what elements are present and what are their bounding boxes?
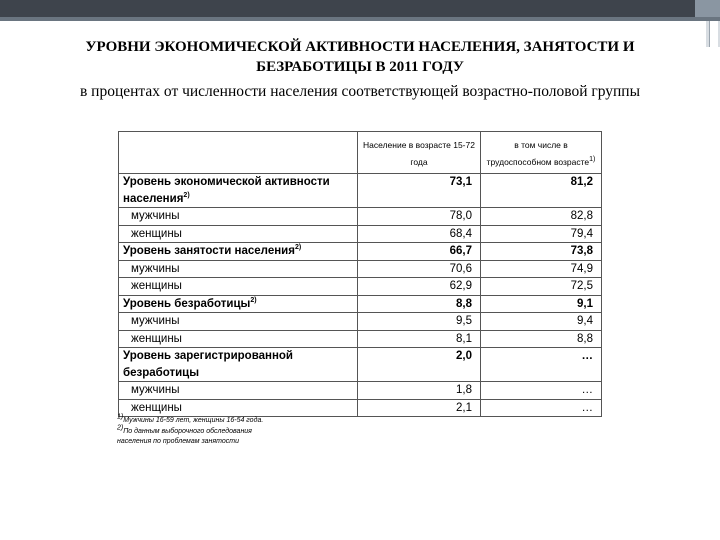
footnote-2: $^{2)}$По данным выборочного обследования населения по проблемам занятости [117, 424, 252, 445]
row-label: Уровень безработицы$^{2)}$ [119, 295, 358, 313]
row-value-total: 70,6 [358, 260, 481, 278]
header-blank-cell [119, 132, 358, 174]
row-value-working: 82,8 [481, 208, 602, 226]
table-row [119, 313, 602, 331]
table-row [119, 295, 602, 313]
top-strip [0, 17, 720, 21]
statistics-table [118, 131, 602, 417]
header-working-age-sup: 1) [589, 155, 596, 163]
page-title [0, 37, 720, 77]
header-working-age-text: в том числе в трудоспособном возрасте [486, 140, 590, 167]
table-row [119, 174, 602, 208]
row-value-total: 8,1 [358, 330, 481, 348]
table-row [119, 225, 602, 243]
row-value-total: 2,1 [358, 399, 481, 417]
row-label: мужчины [119, 208, 358, 226]
table-row [119, 399, 602, 417]
row-value-working: 9,4 [481, 313, 602, 331]
row-value-working: 79,4 [481, 225, 602, 243]
table-row [119, 260, 602, 278]
title-line-2: БЕЗРАБОТИЦЫ В 2011 ГОДУ [256, 59, 464, 75]
header-working-age [481, 132, 602, 174]
row-label: Уровень занятости населения$^{2)}$ [119, 243, 358, 261]
row-label: мужчины [119, 382, 358, 400]
header-population-15-72: Население в возрасте 15-72 года [358, 132, 481, 174]
table-row [119, 278, 602, 296]
table-row [119, 382, 602, 400]
row-value-working: 72,5 [481, 278, 602, 296]
row-value-working: 81,2 [481, 174, 602, 208]
footnote-1: $^{1)}$Мужчины 16-59 лет, женщины 16-54 года. [117, 413, 264, 424]
row-value-working: 8,8 [481, 330, 602, 348]
table-row [119, 243, 602, 261]
top-banner-light [695, 0, 720, 17]
row-value-total: 62,9 [358, 278, 481, 296]
row-value-total: 2,0 [358, 348, 481, 382]
page-subtitle: в процентах от численности населения соответствующей возрастно-половой группы [79, 83, 641, 100]
row-value-working: … [481, 399, 602, 417]
row-value-working: 73,8 [481, 243, 602, 261]
row-label: женщины [119, 278, 358, 296]
row-label: женщины [119, 399, 358, 417]
table-row [119, 208, 602, 226]
title-line-1: УРОВНИ ЭКОНОМИЧЕСКОЙ АКТИВНОСТИ НАСЕЛЕНИЯ, ЗАНЯТОСТИ И [85, 39, 635, 55]
row-value-total: 78,0 [358, 208, 481, 226]
top-banner-dark [0, 0, 695, 17]
row-value-total: 68,4 [358, 225, 481, 243]
row-value-working: … [481, 382, 602, 400]
row-label: Уровень зарегистрированной безработицы [119, 348, 358, 382]
row-value-total: 9,5 [358, 313, 481, 331]
row-value-total: 8,8 [358, 295, 481, 313]
table-row [119, 330, 602, 348]
row-value-working: 74,9 [481, 260, 602, 278]
footnotes [117, 413, 277, 448]
row-label: женщины [119, 330, 358, 348]
table-header-row [119, 132, 602, 174]
row-value-total: 66,7 [358, 243, 481, 261]
row-label: Уровень экономической активности населения$^{2)}$ [119, 174, 358, 208]
row-value-total: 1,8 [358, 382, 481, 400]
top-banner [0, 0, 720, 17]
table-row [119, 348, 602, 382]
row-value-working: 9,1 [481, 295, 602, 313]
row-value-total: 73,1 [358, 174, 481, 208]
row-label: женщины [119, 225, 358, 243]
row-label: мужчины [119, 313, 358, 331]
row-label: мужчины [119, 260, 358, 278]
row-value-working: … [481, 348, 602, 382]
